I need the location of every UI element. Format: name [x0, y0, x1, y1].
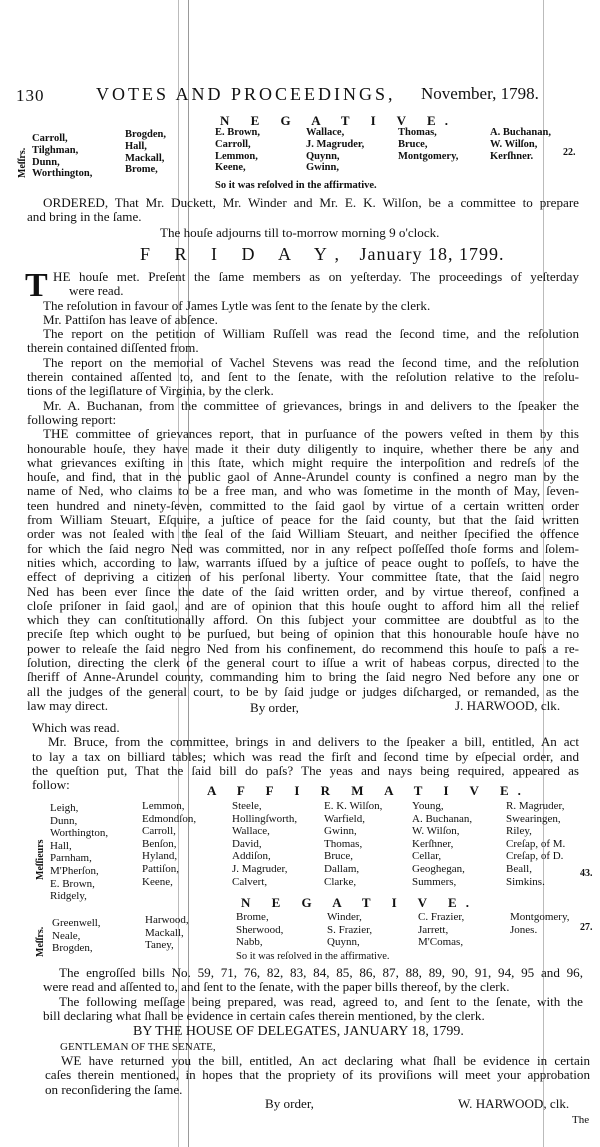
member-name: Bruce,: [324, 850, 354, 863]
ordered-paragraph: [27, 196, 579, 225]
text-line: all the judges of the general court, to be by ſaid judge or judges diſcharged, or remanded, as the: [27, 683, 579, 699]
member-name: Calvert,: [232, 875, 268, 888]
name-column: [506, 800, 565, 888]
member-name: Lemmon,: [142, 800, 185, 812]
text-line: houſe, and find, that in the public gaol of Anne-Arundel county is confined a negro man by the: [27, 469, 579, 485]
member-name: Kerſhner,: [412, 837, 454, 850]
member-name: Keene,: [142, 875, 173, 888]
member-name: Mackall,: [125, 152, 165, 164]
member-name: Mackall,: [145, 926, 184, 939]
member-name: Thomas,: [398, 127, 437, 138]
name-column: [236, 911, 283, 949]
member-name: R. Magruder,: [506, 800, 565, 812]
member-name: Hall,: [50, 839, 72, 852]
text-line: caſes therein mentioned, in hopes that the propriety of its proviſions will meet your approbation: [45, 1067, 590, 1083]
name-column: [490, 127, 551, 162]
text-line: Which was read.: [32, 720, 120, 735]
day-heading: [140, 244, 505, 265]
name-column: [32, 133, 92, 180]
member-name: Wallace,: [232, 825, 270, 838]
page-number: 130: [16, 86, 45, 105]
member-name: W. Wilſon,: [412, 825, 460, 838]
member-name: Montgomery,: [510, 911, 570, 923]
text-line: for which the ſaid negro Ned was committed, nor in any reſpect poſſeſſed thoſe forms and ſolem-: [27, 540, 579, 556]
member-name: Lemmon,: [215, 150, 258, 162]
text-line: THE committee of grievances report, that in purſuance of the powers veſted in them by this: [43, 426, 579, 442]
text-line: power to releaſe the ſaid negro Ned from his confinement, do recommend this houſe to paſs a re-: [27, 640, 579, 656]
member-name: Parnham,: [50, 852, 92, 865]
text-line: the queſtion put, That the ſaid bill do paſs? The yeas and nays being required, appeared as: [32, 762, 579, 778]
text-line: therein contained aſſented to, and ſent to the ſenate, with the reſolution relative to the reſolu-: [27, 369, 579, 385]
member-name: Benſon,: [142, 837, 177, 850]
member-name: Clarke,: [324, 875, 357, 888]
member-name: M'Comas,: [418, 936, 464, 949]
name-column: [232, 800, 297, 888]
member-name: Steele,: [232, 800, 262, 812]
text-line: tions of the legiſlature of Virginia, by the clerk.: [27, 383, 274, 399]
adjournment: The houſe adjourns till to-morrow morning 9 o'clock.: [160, 225, 440, 240]
by-order-2: By order,: [265, 1096, 314, 1111]
member-name: Dallam,: [324, 862, 360, 875]
paragraph: [27, 196, 579, 225]
member-name: Harwood,: [145, 914, 189, 926]
text-line: Ned has been ever ſince the date of the ſaid written order, and by virtue thereof, confined a: [27, 583, 579, 599]
name-column: [306, 127, 364, 174]
member-name: J. Magruder,: [232, 862, 288, 875]
member-name: Montgomery,: [398, 150, 459, 162]
member-name: Gwinn,: [324, 825, 357, 838]
text-line: teen hundred and ninety-ſeven, committed to the ſaid gaol by virtue of a certain written order: [27, 497, 579, 513]
member-name: Addiſon,: [232, 850, 271, 863]
member-name: Swearingen,: [506, 812, 561, 825]
text-line: The report on the petition of William Ruſſell was read the ſecond time, and the reſolution: [43, 326, 579, 342]
clerk-signature-2: W. HARWOOD, clk.: [458, 1096, 570, 1111]
vote-result: So it was reſolved in the affirmative.: [215, 180, 377, 191]
text-line: were read.: [69, 283, 124, 299]
member-name: M'Pherſon,: [50, 864, 99, 877]
text-line: The following meſſage being prepared, was read, agreed to, and ſent to the ſenate, with the: [59, 993, 583, 1009]
member-name: Brome,: [125, 164, 158, 176]
name-column: [215, 127, 260, 174]
member-name: Gwinn,: [306, 162, 339, 174]
text-line: from William Steuart, Eſquire, a juſtice of peace for the ſaid county, but that the ſaid written: [27, 512, 579, 528]
text-line: to lay a tax on billiard tables; which was read the firſt and ſecond time by eſpecial order, and: [32, 748, 579, 764]
member-name: Hall,: [125, 140, 147, 152]
paragraph: [43, 966, 583, 995]
text-line: Mr. Pattiſon has leave of abſence.: [43, 311, 218, 327]
vote-count: 43.: [580, 868, 593, 879]
member-name: Carroll,: [215, 138, 251, 150]
day-name: F R I D A Y,: [140, 244, 350, 264]
member-name: Leigh,: [50, 802, 79, 814]
member-name: Hyland,: [142, 850, 178, 863]
member-name: Winder,: [327, 911, 362, 923]
member-name: Creſap, of D.: [506, 850, 564, 863]
text-line: ſolution, directing the clerk of the general court to iſſue a writ of habeas corpus, directed to the: [27, 655, 579, 671]
member-name: Tilghman,: [32, 144, 79, 156]
member-name: Dunn,: [50, 814, 78, 827]
member-name: Jones.: [510, 923, 538, 936]
text-line: law may direct.: [27, 697, 109, 713]
text-line: following report:: [27, 411, 117, 427]
day-date: January 18, 1799.: [359, 244, 505, 264]
proceedings-body: [25, 267, 579, 713]
messieurs-label: Meſſieurs: [35, 839, 46, 880]
paragraph: [27, 327, 579, 356]
text-line: nities which, according to law, warrants iſſued by a juſtice of peace ought to poſſeſs, to have the: [27, 554, 579, 570]
member-name: Taney,: [145, 939, 174, 952]
member-name: Beall,: [506, 862, 532, 875]
member-name: Nabb,: [236, 936, 263, 949]
name-column: [52, 917, 101, 955]
text-line: preciſe ſtep which ought to be purſued, but being of opinion that this honourable houſe have no: [27, 626, 579, 642]
member-name: Sherwood,: [236, 923, 284, 936]
name-column: [50, 802, 108, 903]
member-name: Geoghegan,: [412, 862, 465, 875]
member-name: Dunn,: [32, 156, 60, 168]
member-name: Pattiſon,: [142, 862, 179, 875]
member-name: Quynn,: [327, 936, 360, 949]
paragraph: [27, 313, 579, 327]
member-name: Thomas,: [324, 837, 363, 850]
member-name: Carroll,: [32, 133, 68, 144]
paragraph: [25, 267, 579, 304]
messrs-label: Meſſrs.: [17, 147, 28, 178]
member-name: Hollingſworth,: [232, 812, 298, 825]
member-name: C. Frazier,: [418, 911, 465, 923]
member-name: A. Buchanan,: [412, 812, 473, 825]
vote-heading: A F F I R M A T I V E.: [207, 783, 530, 798]
member-name: Riley,: [506, 825, 532, 838]
text-line: ſheriff of Anne-Arundel county, commanding him to bring the ſaid negro Ned before any one or: [27, 669, 579, 685]
member-name: J. Magruder,: [306, 138, 365, 150]
member-name: Creſap, of M.: [506, 837, 566, 850]
member-name: Keene,: [215, 162, 246, 174]
text-line: effect of depriving a citizen of his perſonal liberty. Your committee ſtate, that the ſaid negro: [27, 569, 579, 585]
text-line: ORDERED, That Mr. Duckett, Mr. Winder and Mr. E. K. Wilſon, be a committee to prepare: [43, 195, 579, 210]
vote-heading: N E G A T I V E.: [220, 113, 457, 128]
text-line: which they can conſtitutionally afford. On this ſubject your committee are doubtful as to the: [27, 612, 579, 628]
paragraph: [27, 299, 579, 313]
name-column: [145, 914, 189, 952]
member-name: E. K. Wilſon,: [324, 800, 383, 812]
member-name: Wallace,: [306, 127, 345, 138]
member-name: Brogden,: [52, 942, 93, 955]
text-line: honourable houſe, they have made it their duty diligently to inquire, whether there be any and: [27, 440, 579, 456]
bill-paragraph: [32, 721, 579, 792]
name-column: [412, 800, 472, 888]
member-name: Warfield,: [324, 812, 365, 825]
name-column: [125, 129, 166, 176]
paragraph: [32, 721, 579, 735]
paragraph: [27, 356, 579, 399]
vote-heading: N E G A T I V E.: [241, 895, 478, 910]
text-line: order was not ſealed with the ſeal of the ſaid William Steuart, and neither ſpecified the offence: [27, 526, 579, 542]
paragraph: [27, 399, 579, 428]
vote-count: 27.: [580, 922, 593, 933]
by-order-1: By order,: [250, 700, 299, 715]
text-line: therein contained diſſented from.: [27, 340, 199, 356]
member-name: Ridgely,: [50, 890, 87, 903]
header-date: November, 1798.: [421, 84, 539, 103]
text-line: Mr. A. Buchanan, from the committee of grievances, brings in and delivers to the ſpeaker the: [43, 397, 579, 413]
name-column: [142, 800, 196, 888]
paragraph: [45, 1054, 590, 1097]
text-line: what grievances exiſting in this ſtate, which might require the interpoſition and redreſs of the: [27, 454, 579, 470]
text-line: The report on the memorial of Vachel Stevens was read the ſecond time, and the reſolution: [43, 354, 579, 370]
member-name: Neale,: [52, 929, 81, 942]
text-line: The reſolution in favour of James Lytle was ſent to the ſenate by the clerk.: [43, 297, 431, 313]
member-name: Summers,: [412, 875, 457, 888]
message-body: [45, 1054, 590, 1097]
text-line: on reconſidering the ſame.: [45, 1081, 183, 1097]
drop-cap: T: [25, 267, 48, 304]
member-name: Simkins.: [506, 875, 545, 888]
name-column: [324, 800, 382, 888]
member-name: Young,: [412, 800, 444, 812]
text-line: HE houſe met. Preſent the ſame members as on yeſterday. The proceedings of yeſterday: [53, 269, 579, 284]
member-name: E. Brown,: [50, 877, 95, 890]
text-line: cloſe priſoner in ſaid gaol, and are of opinion that this houſe ought to afford him all the relief: [27, 597, 579, 613]
clerk-signature-1: J. HARWOOD, clk.: [455, 698, 561, 713]
member-name: W. Wilſon,: [490, 138, 538, 150]
salutation: GENTLEMAN OF THE SENATE,: [60, 1041, 216, 1053]
text-line: The engroſſed bills No. 59, 71, 76, 82, 83, 84, 85, 86, 87, 88, 89, 90, 91, 94, 95 and 96,: [59, 965, 583, 980]
member-name: S. Frazier,: [327, 923, 373, 936]
member-name: Carroll,: [142, 825, 176, 838]
member-name: Cellar,: [412, 850, 442, 863]
name-column: [398, 127, 458, 162]
member-name: Quynn,: [306, 150, 340, 162]
paragraph: [27, 427, 579, 713]
paragraph: [43, 995, 583, 1024]
member-name: E. Brown,: [215, 127, 261, 138]
member-name: Worthington,: [50, 827, 109, 840]
message-heading: BY THE HOUSE OF DELEGATES, JANUARY 18, 1799.: [133, 1024, 464, 1039]
messrs-label: Meſſrs.: [35, 926, 46, 957]
name-column: [418, 911, 464, 949]
closing-paragraphs: [43, 966, 583, 1023]
member-name: A. Buchanan,: [490, 127, 551, 138]
catchword: The: [572, 1114, 590, 1126]
text-line: name of Ned, who claims to be a free man, and who was ſometime in the month of May, ſeven-: [27, 483, 579, 499]
text-line: bill declaring what ſhall be evidence in certain caſes therein mentioned, by the clerk.: [43, 1007, 485, 1023]
name-column: [327, 911, 372, 949]
vote-count: 22.: [563, 147, 576, 158]
member-name: David,: [232, 837, 262, 850]
text-line: follow:: [32, 777, 70, 793]
member-name: Worthington,: [32, 168, 93, 180]
member-name: Brome,: [236, 911, 269, 923]
member-name: Edmondſon,: [142, 812, 197, 825]
vote-result: So it was reſolved in the affirmative.: [236, 951, 390, 962]
text-line: Mr. Bruce, from the committee, brings in and delivers to the ſpeaker a bill, entitled, An act: [48, 734, 579, 750]
member-name: Jarrett,: [418, 923, 449, 936]
text-line: WE have returned you the bill, entitled, An act declaring what ſhall be evidence in certain: [61, 1053, 590, 1068]
member-name: Bruce,: [398, 138, 428, 150]
member-name: Kerſhner.: [490, 150, 534, 162]
name-column: [510, 911, 569, 936]
member-name: Greenwell,: [52, 917, 101, 929]
text-line: were read and aſſented to, and ſent to the ſenate, with the paper bills thereof, by the clerk.: [43, 979, 510, 995]
header-title: VOTES AND PROCEEDINGS,: [96, 84, 396, 104]
text-line: and bring in the ſame.: [27, 209, 142, 225]
member-name: Brogden,: [125, 129, 166, 140]
